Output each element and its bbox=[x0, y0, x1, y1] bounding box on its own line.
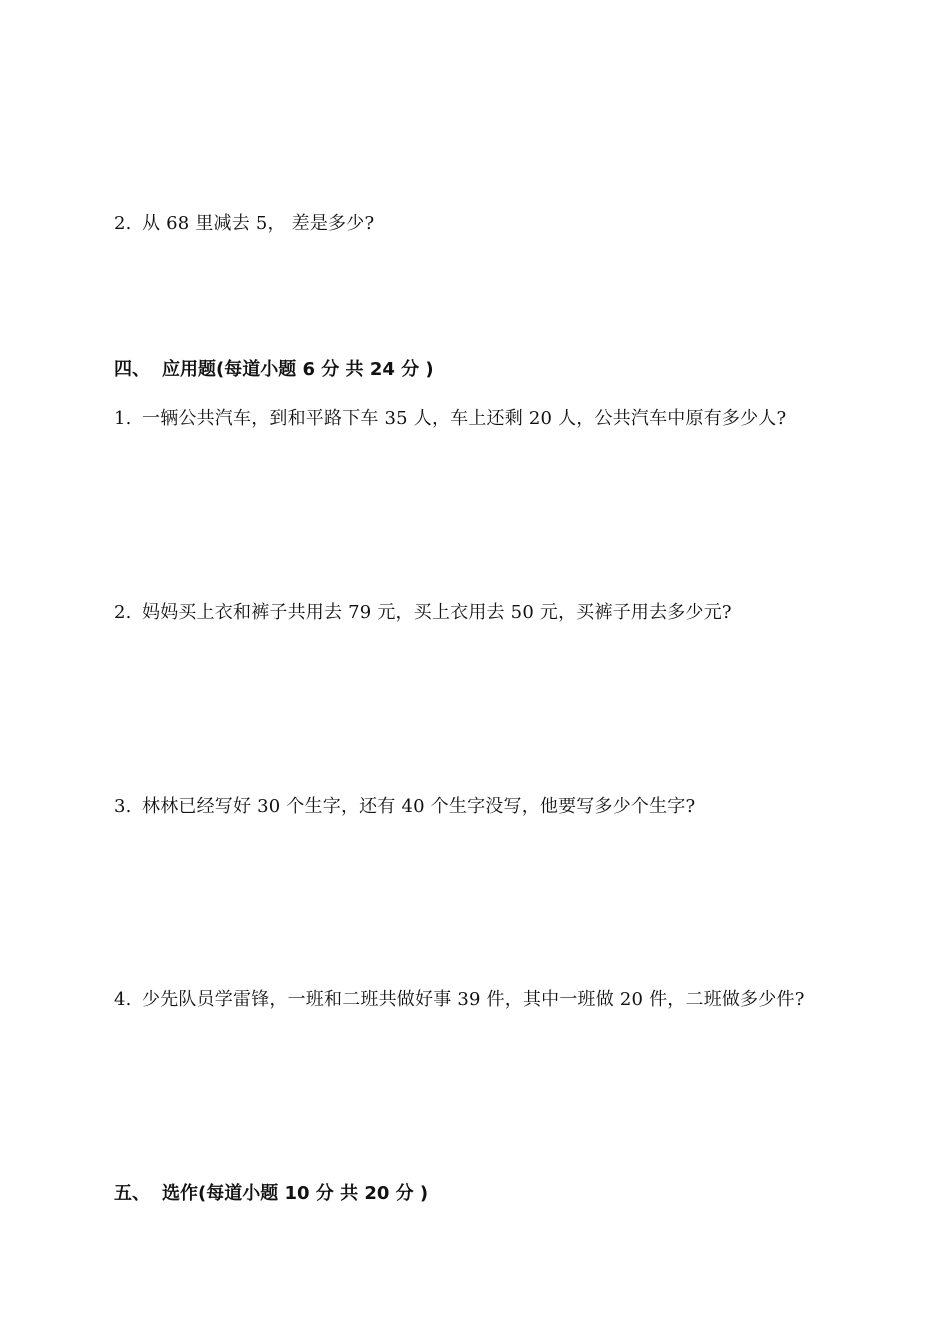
question-s4-3 bbox=[114, 795, 695, 819]
section-title: 选作(每道小题 10 分 共 20 分 ) bbox=[162, 1183, 429, 1204]
question-text: 少先队员学雷锋，一班和二班共做好事 39 件，其中一班做 20 件，二班做多少件? bbox=[142, 989, 805, 1010]
section-number: 四、 bbox=[114, 359, 150, 380]
question-number: 1. bbox=[114, 408, 132, 429]
section-number: 五、 bbox=[114, 1183, 150, 1204]
question-text: 妈妈买上衣和裤子共用去 79 元，买上衣用去 50 元，买裤子用去多少元? bbox=[142, 602, 732, 623]
question-number: 3. bbox=[114, 796, 132, 817]
question-s4-4 bbox=[114, 988, 805, 1012]
question-s4-1 bbox=[114, 407, 786, 431]
question-text: 从 68 里减去 5， 差是多少? bbox=[142, 213, 375, 234]
question-s4-2 bbox=[114, 601, 732, 625]
section-title: 应用题(每道小题 6 分 共 24 分 ) bbox=[162, 359, 434, 380]
question-s3-2 bbox=[114, 212, 374, 236]
section-heading-5 bbox=[114, 1182, 428, 1206]
question-number: 2. bbox=[114, 213, 132, 234]
section-heading-4 bbox=[114, 358, 434, 382]
question-number: 2. bbox=[114, 602, 132, 623]
question-text: 林林已经写好 30 个生字，还有 40 个生字没写，他要写多少个生字? bbox=[142, 796, 696, 817]
question-number: 4. bbox=[114, 989, 132, 1010]
question-text: 一辆公共汽车，到和平路下车 35 人，车上还剩 20 人，公共汽车中原有多少人? bbox=[142, 408, 787, 429]
